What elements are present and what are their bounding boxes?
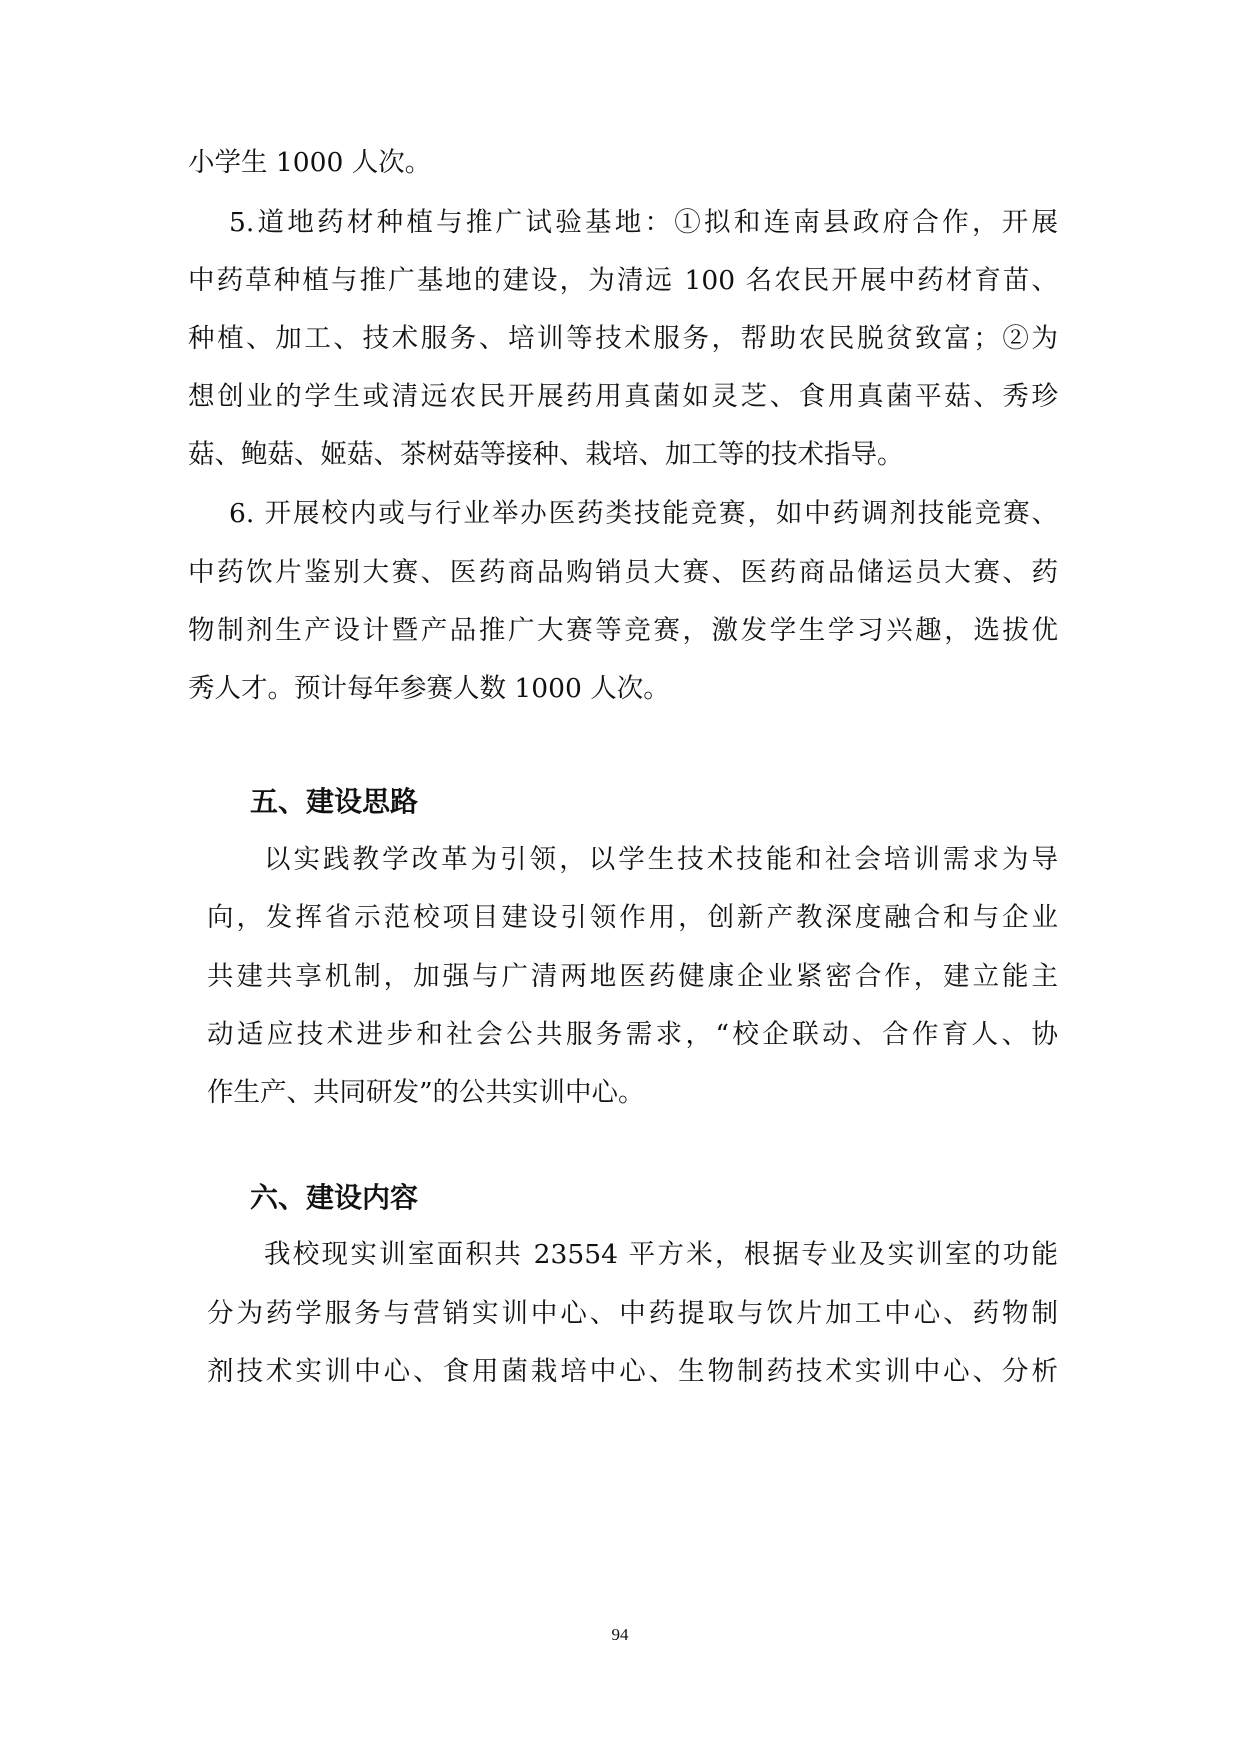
section-heading-5: 五、建设思路 [250, 785, 419, 818]
paragraph-line: 以实践教学改革为引领，以学生技术技能和社会培训需求为导 [264, 844, 1058, 875]
paragraph-continuation-line: 小学生 1000 人次。 [188, 147, 432, 178]
paragraph-line: 种植、加工、技术服务、培训等技术服务，帮助农民脱贫致富；②为 [188, 323, 1058, 354]
paragraph-line: 秀人才。预计每年参赛人数 1000 人次。 [188, 673, 670, 704]
section-heading-6: 六、建设内容 [250, 1181, 419, 1214]
paragraph-line: 物制剂生产设计暨产品推广大赛等竞赛，激发学生学习兴趣，选拔优 [188, 615, 1058, 646]
paragraph-line: 分为药学服务与营销实训中心、中药提取与饮片加工中心、药物制 [207, 1298, 1058, 1329]
paragraph-line: 共建共享机制，加强与广清两地医药健康企业紧密合作，建立能主 [207, 961, 1058, 992]
paragraph-line: 向，发挥省示范校项目建设引领作用，创新产教深度融合和与企业 [207, 902, 1058, 933]
page-number: 94 [611, 1625, 629, 1644]
paragraph-line: 中药草种植与推广基地的建设，为清远 100 名农民开展中药材育苗、 [188, 265, 1058, 296]
paragraph-line: 想创业的学生或清远农民开展药用真菌如灵芝、食用真菌平菇、秀珍 [188, 381, 1058, 412]
paragraph-line: 动适应技术进步和社会公共服务需求，“校企联动、合作育人、协 [207, 1019, 1058, 1050]
paragraph-line: 中药饮片鉴别大赛、医药商品购销员大赛、医药商品储运员大赛、药 [188, 557, 1058, 588]
paragraph-line: 6. 开展校内或与行业举办医药类技能竞赛，如中药调剂技能竞赛、 [229, 498, 1058, 529]
paragraph-line: 菇、鲍菇、姬菇、茶树菇等接种、栽培、加工等的技术指导。 [188, 439, 904, 470]
paragraph-line: 剂技术实训中心、食用菌栽培中心、生物制药技术实训中心、分析 [207, 1356, 1058, 1387]
paragraph-line: 我校现实训室面积共 23554 平方米，根据专业及实训室的功能 [264, 1239, 1058, 1270]
paragraph-line: 5.道地药材种植与推广试验基地：①拟和连南县政府合作，开展 [229, 207, 1058, 238]
paragraph-line: 作生产、共同研发”的公共实训中心。 [207, 1077, 645, 1108]
